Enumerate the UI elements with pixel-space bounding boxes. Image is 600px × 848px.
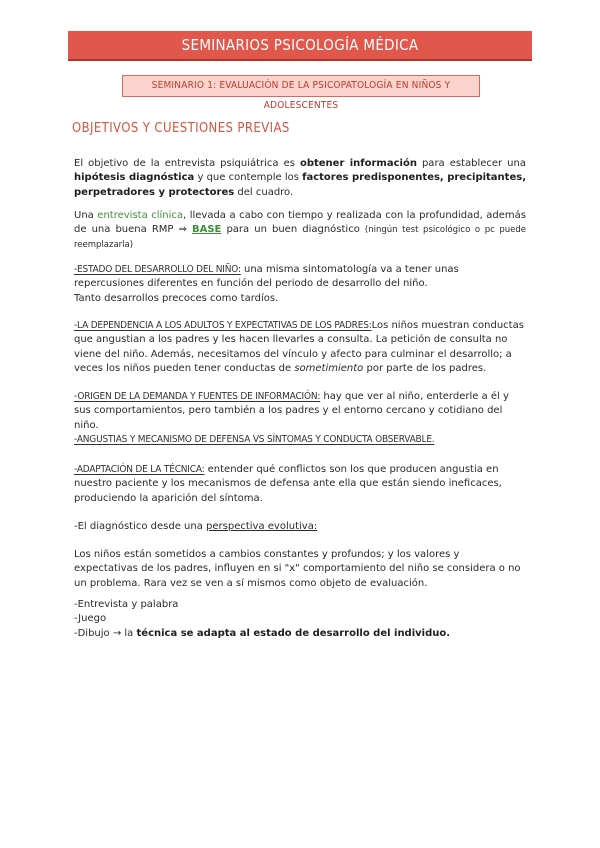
paragraph-development-state [74, 263, 526, 306]
paragraph-adult-dependence [74, 319, 526, 377]
text: por parte de los padres. [363, 363, 487, 375]
text: , llevada a cabo con tiempo y realizada con la profundidad, además de una buena RMP ⇒ [74, 210, 526, 236]
paragraph-anxieties [74, 433, 526, 447]
paragraph-technique-adaptation [74, 463, 526, 506]
bold-text: técnica se adapta al estado de desarrollo del individuo. [136, 627, 451, 639]
list-item: -Juego [74, 613, 107, 625]
base-keyword: BASE [191, 224, 222, 236]
text: hay que ver al niño, enterderle a él y sus comportamientos, pero también a los padres y el entorno cercano y cotidiano del niño. [74, 391, 509, 431]
list-item: -Entrevista y palabra [74, 599, 179, 610]
text: para establecer una [416, 158, 526, 169]
text: Tanto desarrollos precoces como tardíos. [74, 292, 279, 304]
lead-label: -ESTADO DEL DESARROLLO DEL NIÑO: [74, 264, 241, 275]
paragraph-demand-origin [74, 390, 526, 433]
text: para un buen diagnóstico [221, 224, 365, 236]
paragraph-clinical-interview [74, 209, 526, 252]
text: Los niños muestran conductas que angustian a los padres y les hacen llevarles a consulta. La petición de consulta no viene del niño. Además, necesitamos del vínculo y afecto para culminar el desarrollo; a veces los niños pueden tener conductas de [74, 320, 524, 375]
text: -El diagnóstico desde una [74, 521, 207, 532]
bold-text: factores predisponentes, precipitantes, perpetradores y protectores [74, 172, 526, 198]
paragraph-children-changes [74, 548, 526, 591]
bold-text: hipótesis diagnóstica [74, 172, 195, 184]
lead-label: -LA DEPENDENCIA A LOS ADULTOS Y EXPECTATIVAS DE LOS PADRES: [74, 320, 372, 331]
text: entender qué conflictos son los que producen angustia en nuestro paciente y los mecanismos de defensa ante ella que están siendo ineficaces, produciendo la aparición del síntoma. [74, 464, 502, 504]
paragraph-objective [74, 157, 526, 200]
text: una misma sintomatología va a tener unas repercusiones diferentes en función del periodo de desarrollo del niño. [74, 264, 459, 290]
lead-label: -ANGUSTIAS Y MECANISMO DE DEFENSA VS SÍNTOMAS Y CONDUCTA OBSERVABLE. [74, 434, 435, 445]
text: -Dibujo → la [74, 627, 137, 639]
text: El objetivo de la entrevista psiquiátrica es [74, 158, 300, 169]
text: del cuadro. [234, 186, 294, 198]
text: Los niños están sometidos a cambios constantes y profundos; y los valores y expectativas de los padres, influyen en si "x" comportamiento del niño se considera o no un problema. Rara vez se ven a sí mismos como objeto de evaluación. [74, 549, 521, 589]
text: y que contemple los [194, 172, 303, 184]
technique-list [74, 598, 526, 641]
document-title-banner: SEMINARIOS PSICOLOGÍA MÉDICA [68, 31, 532, 61]
italic-text: sometimiento [294, 363, 364, 375]
seminar-title-banner: SEMINARIO 1: EVALUACIÓN DE LA PSICOPATOLOGÍA EN NIÑOS Y ADOLESCENTES [122, 75, 480, 97]
lead-label: -ADAPTACIÓN DE LA TÉCNICA: [74, 464, 205, 475]
list-item [74, 627, 526, 641]
paragraph-evolutive-diagnosis [74, 520, 526, 534]
small-note: (ningún test psicológico o pc puede reemplazarla) [74, 225, 526, 250]
text: Una [74, 210, 98, 221]
highlight-text: entrevista clínica [97, 210, 184, 221]
underlined-text: perspectiva evolutiva: [206, 521, 318, 532]
bold-text: obtener información [299, 158, 417, 169]
lead-label: -ORIGEN DE LA DEMANDA Y FUENTES DE INFORMACIÓN: [74, 391, 321, 402]
section-heading: OBJETIVOS Y CUESTIONES PREVIAS [72, 121, 290, 136]
